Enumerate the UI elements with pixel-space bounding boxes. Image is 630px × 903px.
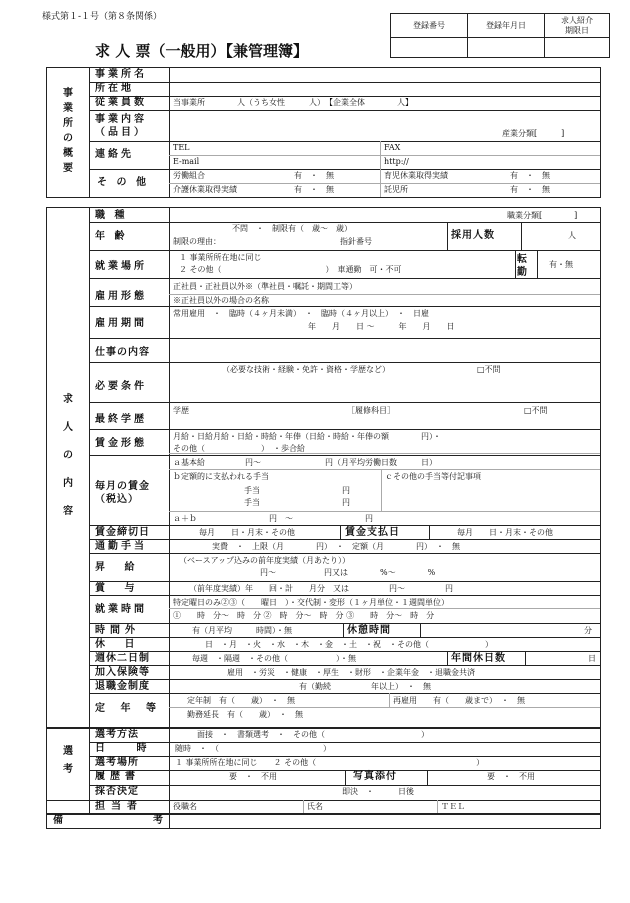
care-leave-label: 介護休業取得実績: [173, 185, 237, 194]
section-selection-label: 選 考: [63, 746, 73, 775]
selection-method-label: 選考方法: [95, 729, 139, 740]
other-allowance: ｃその他の手当等付記事項: [385, 472, 481, 481]
commute-value[interactable]: 実費 ・ 上限（月 円） ・ 定額（月 円） ・ 無: [212, 542, 460, 551]
job-class: 職業分類[ ]: [507, 211, 578, 220]
work-hours-shifts: ① 時 分～ 時 分 ② 時 分～ 時 分 ③ 時 分～ 時 分: [173, 611, 435, 620]
work-hours-label: 就業時間: [95, 604, 147, 615]
care-leave-value[interactable]: 有 ・ 無: [294, 185, 334, 194]
insurance-label: 加入保険等: [95, 667, 150, 678]
base-pay: ａ基本給 円～ 円（月平均労働日数 日）: [173, 458, 437, 467]
section-company-label: 事 業 所 の 概 要: [63, 88, 73, 174]
form-id: 様式第１-１号（第８条関係）: [42, 12, 163, 22]
fax-label: FAX: [384, 143, 401, 152]
cutoff-value[interactable]: 毎月 日・月末・その他: [199, 528, 295, 537]
contact-label: 連絡先: [95, 149, 134, 160]
raise-value: 円～ 円又は %～ %: [260, 568, 436, 577]
reg-date-field[interactable]: [468, 38, 545, 58]
childcare-leave-label: 育児休業取得実績: [384, 171, 448, 180]
work-hours-type[interactable]: 特定曜日のみ②③（ 曜日 ）・交代制・変形（１ヶ月単位・１週間単位）: [173, 598, 449, 607]
requirements-hint: （必要な技術・経験・免許・資格・学歴など）: [222, 365, 390, 374]
bonus-value: （前年度実績）年 回・計 月分 又は 円～ 円: [189, 584, 453, 593]
photo-value[interactable]: 要 ・ 不用: [487, 772, 535, 781]
registration-box: [390, 13, 610, 58]
union-value[interactable]: 有 ・ 無: [294, 171, 334, 180]
person-tel-label: ＴＥＬ: [441, 802, 465, 811]
selection-date-value[interactable]: 随時 ・ （ ）: [175, 744, 331, 753]
wage-type-opt2[interactable]: その他（ ） ・歩合給: [173, 444, 305, 453]
reg-expiry-field[interactable]: [545, 38, 610, 58]
remarks-label: 備: [53, 815, 66, 826]
commute-label: 通勤手当: [95, 541, 147, 552]
retirement-age-value[interactable]: 定年制 有（ 歳） ・ 無: [187, 696, 295, 705]
payday-label: 賃金支払日: [345, 527, 400, 538]
fixed-allowance: ｂ定額的に支払われる手当: [173, 472, 269, 481]
nursery-label: 託児所: [384, 185, 408, 194]
employment-type-label: 雇用形態: [95, 291, 147, 302]
resume-value[interactable]: 要 ・ 不用: [229, 772, 277, 781]
company-address-label: 所在地: [95, 83, 134, 94]
education-none[interactable]: □不問: [524, 406, 548, 415]
allowance-2-unit: 円: [342, 498, 350, 507]
selection-place-value[interactable]: １ 事業所所在地に同じ ２ その他（ ）: [175, 758, 485, 767]
overtime-value[interactable]: 有（月平均 時間）・無: [192, 626, 292, 635]
person-name-label: 氏名: [307, 802, 323, 811]
annual-holidays-label: 年間休日数: [451, 653, 506, 664]
wage-type-label: 賃金形態: [95, 438, 147, 449]
employment-period-type[interactable]: 常用雇用 ・ 臨時（４ヶ月未満） ・ 臨時（４ヶ月以上） ・ 日雇: [173, 309, 429, 318]
holiday-label: 休 日: [95, 639, 143, 650]
employees-label: 従業員数: [95, 97, 147, 108]
employment-period-label: 雇用期間: [95, 318, 147, 329]
requirements-label: 必要条件: [95, 381, 147, 392]
union-label: 労働組合: [173, 171, 205, 180]
cutoff-label: 賃金締切日: [95, 527, 150, 538]
selection-place-label: 選考場所: [95, 757, 139, 768]
section-selection: [46, 727, 601, 815]
decision-label: 採否決定: [95, 786, 139, 797]
resume-label: 履歴書: [95, 771, 140, 782]
photo-label: 写真添付: [353, 771, 397, 782]
reg-number-label: 登録番号: [391, 14, 468, 38]
allowance-1-unit: 円: [342, 486, 350, 495]
workplace-opt1[interactable]: １ 事業所所在地に同じ: [179, 253, 262, 262]
transfer-label: 転勤: [517, 254, 527, 278]
employment-period-dates: 年 月 日 ～ 年 月 日: [308, 322, 455, 331]
position-label: 役職名: [173, 802, 197, 811]
job-content-label: 仕事の内容: [95, 347, 150, 358]
tel-label: TEL: [173, 143, 190, 152]
break-unit: 分: [584, 626, 592, 635]
person-in-charge-label: 担当者: [95, 801, 143, 812]
education-value: 学歴: [173, 406, 189, 415]
childcare-leave-value[interactable]: 有 ・ 無: [510, 171, 550, 180]
payday-value[interactable]: 毎月 日・月末・その他: [457, 528, 553, 537]
nursery-value[interactable]: 有 ・ 無: [510, 185, 550, 194]
raise-label: 昇 給: [95, 562, 143, 573]
email-label: E-mail: [173, 157, 200, 166]
courses-label: ［履修科目］: [347, 406, 395, 415]
url-label: http://: [384, 157, 409, 166]
page-title: 求 人 票（一般用）【兼管理簿】: [95, 42, 308, 60]
selection-date-label: 日 時: [95, 743, 161, 754]
hire-count-label: 採用人数: [451, 230, 495, 241]
education-label: 最終学歴: [95, 414, 147, 425]
allowance-2: 手当: [244, 498, 260, 507]
retirement-allowance-label: 退職金制度: [95, 681, 150, 692]
bonus-label: 賞 与: [95, 583, 143, 594]
company-name-label: 事業所名: [95, 69, 147, 80]
reg-date-label: 登録年月日: [468, 14, 545, 38]
guideline-no: 指針番号: [340, 237, 372, 246]
section-job: [46, 207, 601, 729]
overtime-label: 時間外: [95, 625, 140, 636]
allowance-1: 手当: [244, 486, 260, 495]
decision-value[interactable]: 即決 ・ 日後: [342, 787, 414, 796]
workplace-opt2[interactable]: ２ その他（ ） 車通勤 可・不可: [179, 265, 402, 274]
two-day-weekend-label: 週休二日制: [95, 653, 150, 664]
non-regular-name: ※正社員以外の場合の名称: [173, 296, 269, 305]
wage-total: ａ＋ｂ 円 ～ 円: [173, 514, 373, 523]
two-day-weekend-value[interactable]: 毎週 ・隔週 ・その他（ ）・無: [192, 654, 356, 663]
age-limit[interactable]: 不問 ・ 制限有（ 歳～ 歳）: [232, 224, 352, 233]
remarks-row: [46, 813, 601, 829]
holiday-value[interactable]: 日 ・月 ・火 ・水 ・木 ・金 ・土 ・祝 ・その他（ ）: [205, 640, 493, 649]
retirement-allowance-value[interactable]: 有（勤続 年以上） ・ 無: [299, 682, 431, 691]
reg-expiry-label: 求人紹介 期限日: [545, 14, 610, 38]
industry-class: 産業分類[ ]: [502, 129, 565, 138]
extension-value[interactable]: 勤務延長 有（ 歳） ・ 無: [187, 710, 303, 719]
requirements-none[interactable]: □不問: [477, 365, 501, 374]
selection-method-value[interactable]: 面接 ・ 書類選考 ・ その他（ ）: [197, 730, 429, 739]
age-label: 年 齢: [95, 231, 128, 242]
remarks-label-2: 考: [153, 815, 166, 826]
business-label: 事業内容 （品目）: [95, 114, 147, 138]
raise-hint: （ベースアップ込みの前年度実績（月あたり））: [179, 556, 351, 565]
reg-number-field[interactable]: [391, 38, 468, 58]
job-label: 職 種: [95, 210, 128, 221]
reemployment-value[interactable]: 再雇用 有（ 歳まで） ・ 無: [393, 696, 525, 705]
insurance-value[interactable]: 雇用 ・労災 ・健康 ・厚生 ・財形 ・企業年金 ・退職金共済: [227, 668, 475, 677]
section-job-label: 求 人 の 内 容: [63, 394, 73, 517]
transfer-value[interactable]: 有・無: [549, 260, 573, 269]
monthly-wage-label: 毎月の賃金 （税込）: [95, 481, 150, 505]
wage-type-opt1[interactable]: 月給・日給月給・日給・時給・年俸（日給・時給・年俸の額 円）・: [173, 432, 441, 441]
break-label: 休憩時間: [347, 625, 391, 636]
age-reason: 制限の理由：: [173, 237, 221, 246]
employment-type-value[interactable]: 正社員・正社員以外※（準社員・嘱託・期間工等）: [173, 282, 357, 291]
annual-holidays-unit: 日: [588, 654, 596, 663]
workplace-label: 就業場所: [95, 261, 147, 272]
remarks-field[interactable]: [170, 814, 600, 828]
hire-count-unit: 人: [568, 231, 576, 240]
section-company: [46, 67, 601, 198]
retirement-age-label: 定 年 等: [95, 703, 162, 714]
employees-detail: 当事業所 人（うち女性 人） 【企業全体 人】: [173, 98, 413, 107]
other-label: そ の 他: [97, 177, 149, 188]
